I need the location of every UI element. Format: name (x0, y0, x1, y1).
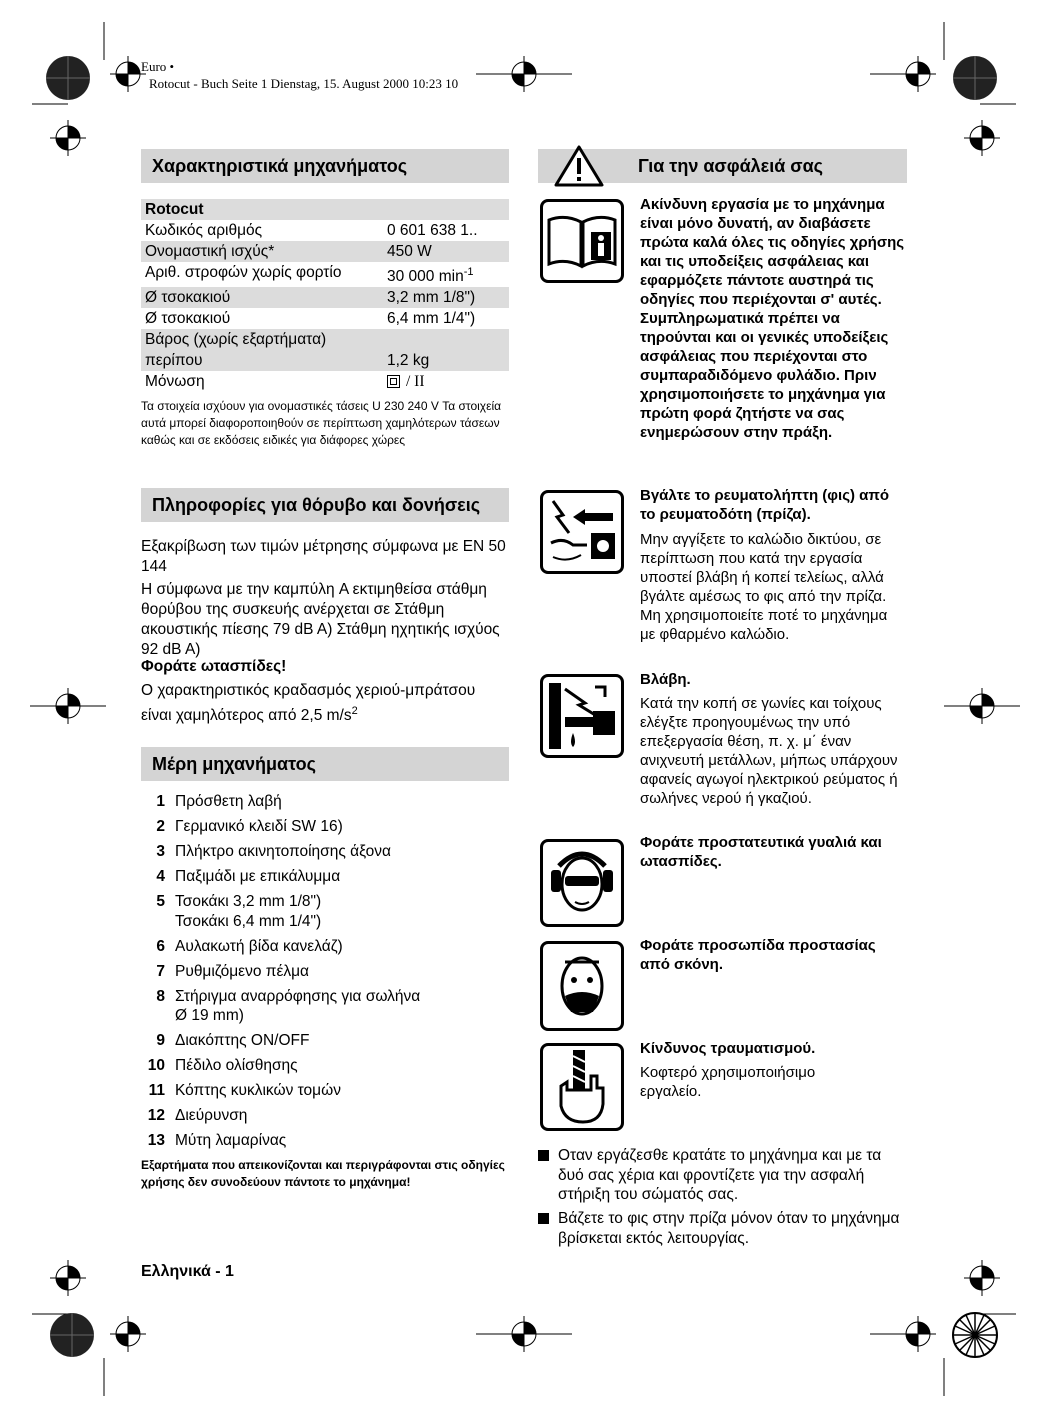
list-item (141, 817, 420, 837)
spec-key: Ονομαστική ισχύς* (145, 243, 275, 260)
list-item (141, 962, 420, 982)
spec-value-text: / II (406, 373, 425, 391)
part-label: Πλήκτρο ακινητοποίησης άξονα (175, 843, 391, 860)
safety-intro: Ακίνδυνη εργασία με το μηχάνημα είναι μόνο δυνατή, αν διαβάσετε πρώτα καλά όλες τις οδηγίες χρήσης και τις υποδείξεις ασφάλειας και εφαρμόζετε πάντοτε αυστηρά τις οδηγίες που περιέχονται σ' αυτές. Συμπληρωματικά πρέπει να τηρούνται και οι γενικές υποδείξεις ασφάλειας που περιέχονται στο συμπαραδιδόμενο φυλάδιο. Πριν χρησιμοποιήσετε το μηχάνημα για πρώτη φορά ζητήστε να σας ενημερώσουν στην πράξη. (640, 196, 905, 441)
part-number: 11 (148, 1082, 165, 1099)
parts-list (141, 792, 420, 1156)
list-item (141, 892, 420, 931)
part-label: Γερμανικό κλειδί SW 16) (175, 818, 343, 835)
read-manual-icon (540, 199, 624, 283)
list-item (141, 1106, 420, 1126)
table-row (141, 220, 509, 241)
parts-title: Μέρη μηχανήματος (141, 747, 509, 781)
table-row (141, 308, 509, 329)
list-item (538, 1146, 908, 1205)
spec-key: Ø τσοκακιού (145, 310, 231, 328)
noise-p2: Η σύμφωνα με την καμπύλη A εκτιμηθείσα στάθμη θορύβου της συσκευής ανέρχεται σε Στάθμη ακουστικής πίεσης 79 dB A) Στάθμη ηχητικής ισχύος 92 dB A) (141, 581, 500, 658)
print-header (141, 58, 458, 92)
part-number: 6 (156, 937, 165, 955)
print-header-line1: Euro • (141, 59, 175, 74)
spec-key: Κωδικός αριθμός (145, 222, 263, 239)
specs-product-row (141, 199, 509, 220)
noise-p3: Φοράτε ωτασπίδες! (141, 658, 287, 675)
part-label (175, 987, 420, 1026)
spec-value: 3,2 mm 1/8") (387, 289, 476, 307)
spec-value: 1,2 kg (387, 352, 430, 370)
spec-key: Ø τσοκακιού (145, 289, 231, 307)
spec-value: 6,4 mm 1/4") (387, 310, 476, 328)
spec-key (141, 329, 387, 371)
plug-body: Μην αγγίξετε το καλώδιο δικτύου, σε περίπτωση που κατά την εργασία υποστεί βλάβη ή κοπεί τελείως, αλλά βγάλτε αμέσως το φις από την πρίζα. Μη χρησιμοποιείτε ποτέ το μηχάνημα με φθαρμένο καλώδιο. (640, 531, 888, 643)
table-row (141, 371, 509, 392)
part-number: 4 (156, 868, 165, 885)
injury-hand-icon (540, 1043, 624, 1131)
part-label: Ρυθμιζόμενο πέλμα (175, 962, 309, 980)
specs-table (141, 199, 509, 392)
goggles-ear-protection-icon (540, 839, 624, 927)
part-number: 12 (147, 1107, 165, 1124)
spec-value (387, 262, 509, 287)
noise-p4-sup: 2 (351, 705, 358, 717)
hidden-wires-icon (540, 674, 624, 758)
part-label: Διακόπτης ON/OFF (175, 1032, 310, 1049)
page-footer: Ελληνικά - 1 (141, 1263, 234, 1280)
goggles-text: Φοράτε προστατευτικά γυαλιά και ωτασπίδες. (640, 834, 882, 870)
part-label: Κόπτης κυκλικών τομών (175, 1082, 341, 1099)
table-row (141, 241, 509, 262)
part-label-line2: Ø 19 mm) (175, 1007, 244, 1024)
parts-note: Εξαρτήματα που απεικονίζονται και περιγράφονται στις οδηγίες χρήσης δεν συνοδεύουν πάντοτε το μηχάνημα! (141, 1158, 505, 1189)
bullet-text: Οταν εργάζεσθε κρατάτε το μηχάνημα και με τα δυό σας χέρια και φροντίζετε για την ασφαλή στήριξη του σώματός σας. (558, 1147, 882, 1203)
list-item (141, 937, 420, 957)
list-item (141, 842, 420, 862)
noise-p1: Εξακρίβωση των τιμών μέτρησης σύμφωνα με EN 50 144 (141, 538, 506, 575)
unplug-icon (540, 490, 624, 574)
injury-heading: Κίνδυνος τραυματισμού. (640, 1040, 816, 1057)
injury-body: Κοφτερό χρησιμοποιήσιμο εργαλείο. (640, 1064, 816, 1100)
spec-key: Αριθ. στροφών χωρίς φορτίο (145, 264, 342, 281)
part-number: 7 (156, 962, 165, 980)
part-number: 1 (156, 793, 165, 810)
part-number: 3 (156, 843, 165, 860)
warning-triangle-icon (553, 144, 605, 188)
spec-value: 0 601 638 1.. (387, 222, 478, 239)
part-label: Πρόσθετη λαβή (175, 793, 282, 810)
specs-footnote: Τα στοιχεία ισχύουν για ονομαστικές τάσεις U 230 240 V Τα στοιχεία αυτά μπορεί διαφοροποιηθούν σε περίπτωση χαμηλότερων τάσεων καθώς και σε εκδόσεις ειδικές για διάφορες χώρες (141, 399, 502, 447)
mask-text: Φοράτε προσωπίδα προστασίας από σκόνη. (640, 937, 876, 973)
spec-value: 450 W (387, 243, 432, 260)
list-item (538, 1209, 908, 1248)
part-label (175, 892, 321, 931)
spec-value-text: 30 000 min (387, 268, 464, 286)
list-item (141, 1081, 420, 1101)
part-label: Παξιμάδι με επικάλυμμα (175, 868, 341, 885)
double-insulation-icon (387, 375, 400, 388)
bullet-square-icon (538, 1213, 549, 1224)
damage-body: Κατά την κοπή σε γωνίες και τοίχους ελέγξτε προηγουμένως την υπό επεξεργασία θέση, π. χ. μ΄ έναν ανιχνευτή μετάλλων, μήπως υπάρχουν αφανείς αγωγοί ηλεκτρικού ρεύματος ή σωλήνες νερού ή γκαζιού. (640, 695, 898, 807)
part-number: 8 (156, 987, 165, 1005)
part-number: 5 (156, 893, 165, 910)
part-label: Αυλακωτή βίδα κανελάζ) (175, 937, 343, 955)
specs-product: Rotocut (145, 201, 204, 218)
list-item (141, 1031, 420, 1051)
table-row (141, 262, 509, 287)
noise-p4 (141, 681, 509, 726)
list-item (141, 1131, 420, 1151)
noise-title: Πληροφορίες για θόρυβο και δονήσεις (141, 488, 509, 522)
list-item (141, 792, 420, 812)
spec-key-line2: περίπου (145, 352, 203, 370)
list-item (141, 1056, 420, 1076)
table-row (141, 287, 509, 308)
part-number: 9 (156, 1032, 165, 1049)
plug-heading: Βγάλτε το ρευματολήπτη (φις) από το ρευματοδότη (πρίζα). (640, 487, 890, 523)
spec-key-line1: Βάρος (χωρίς εξαρτήματα) (145, 331, 327, 349)
part-label-line2: Τσοκάκι 6,4 mm 1/4") (175, 912, 322, 930)
list-item (141, 987, 420, 1026)
noise-p4-text: Ο χαρακτηριστικός κραδασμός χεριού-μπράτσου είναι χαμηλότερος από 2,5 m/s (141, 682, 476, 725)
specs-title: Χαρακτηριστικά μηχανήματος (141, 149, 509, 183)
damage-heading: Βλάβη. (640, 671, 691, 688)
part-number: 2 (156, 818, 165, 835)
spec-value-sup: -1 (463, 266, 474, 278)
bullet-square-icon (538, 1150, 549, 1161)
dust-mask-icon (540, 941, 624, 1031)
part-label: Πέδιλο ολίσθησης (175, 1057, 298, 1074)
part-label-line1: Τσοκάκι 3,2 mm 1/8") (175, 893, 322, 910)
print-header-line2: Rotocut - Buch Seite 1 Dienstag, 15. August 2000 10:23 10 (149, 76, 459, 91)
table-row (141, 329, 509, 371)
part-label: Μύτη λαμαρίνας (175, 1132, 287, 1149)
spec-key: Μόνωση (145, 373, 205, 391)
bullet-text: Βάζετε το φις στην πρίζα μόνον όταν το μηχάνημα βρίσκεται εκτός λειτουργίας. (558, 1210, 900, 1247)
part-label-line1: Στήριγμα αναρρόφησης για σωλήνα (175, 987, 421, 1005)
part-number: 13 (147, 1132, 165, 1149)
part-label: Διεύρυνση (175, 1107, 248, 1124)
part-number: 10 (147, 1057, 165, 1074)
safety-title-text: Για την ασφάλειά σας (638, 156, 824, 176)
spec-value (387, 371, 509, 392)
list-item (141, 867, 420, 887)
